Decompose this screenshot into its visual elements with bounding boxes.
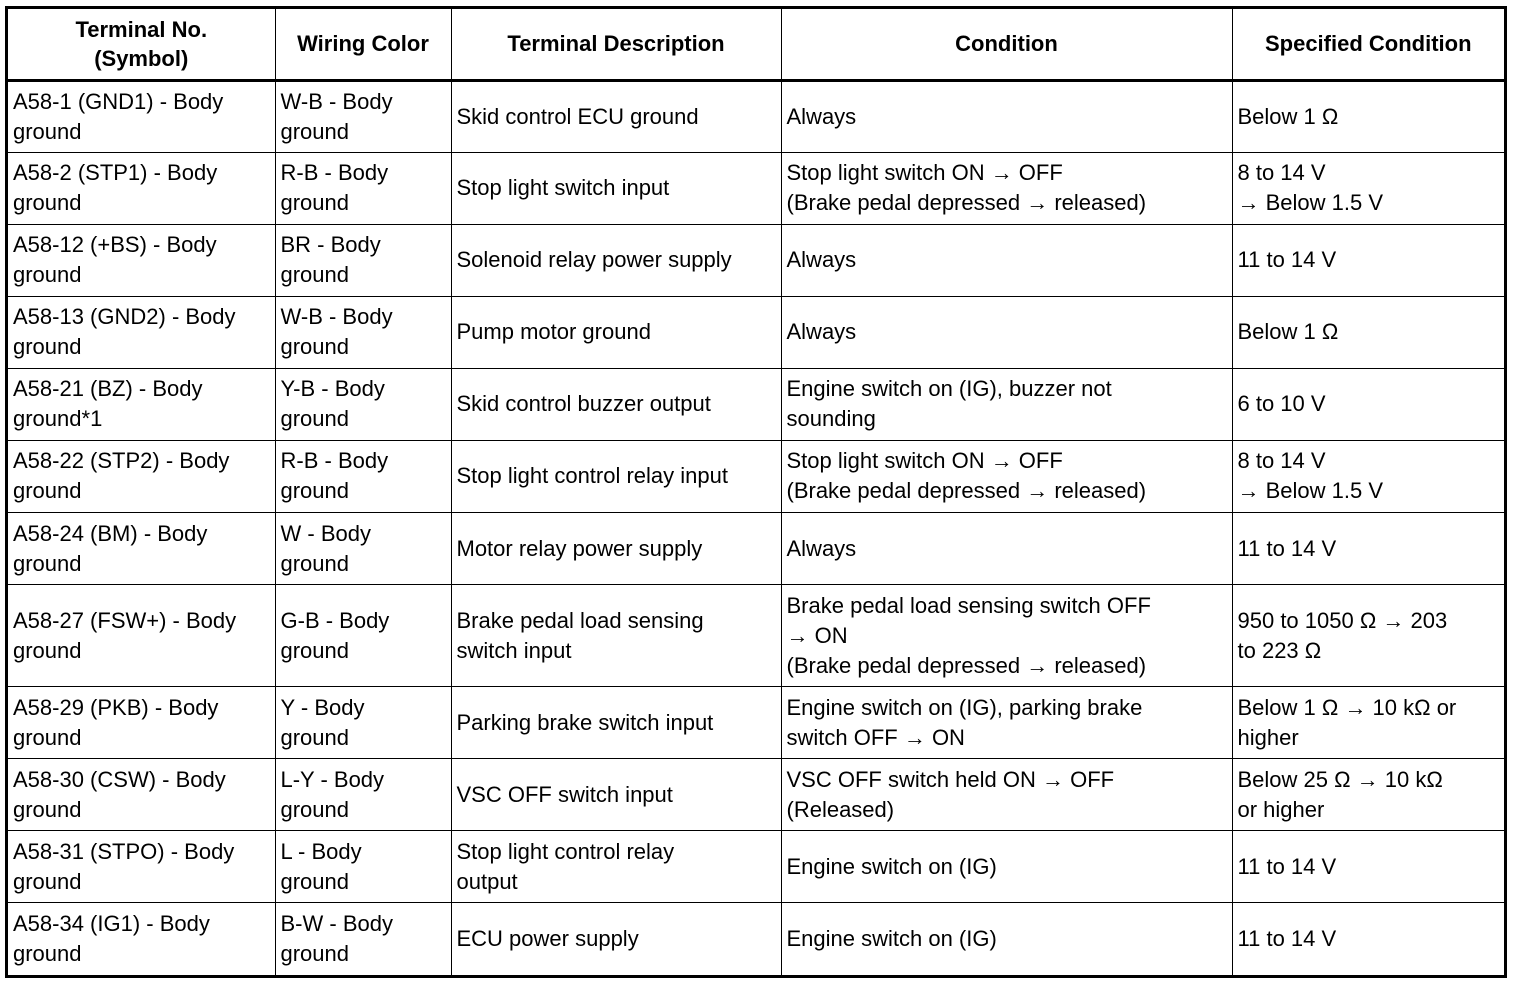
header-terminal-no: Terminal No. (Symbol) (8, 9, 275, 80)
table-row (8, 687, 1504, 759)
description-cell: Stop light switch input (451, 152, 781, 224)
wiring-color-cell: R-B - Body ground (275, 440, 451, 512)
description-cell: VSC OFF switch input (451, 759, 781, 831)
description-cell: ECU power supply (451, 903, 781, 975)
condition-cell: Stop light switch ON → OFF (Brake pedal depressed → released) (781, 440, 1232, 512)
condition-cell: VSC OFF switch held ON → OFF (Released) (781, 759, 1232, 831)
specified-condition-cell: 11 to 14 V (1232, 512, 1504, 584)
table-row (8, 903, 1504, 975)
specified-condition-cell: 8 to 14 V → Below 1.5 V (1232, 152, 1504, 224)
header-specified-condition: Specified Condition (1232, 9, 1504, 80)
terminal-cell: A58-34 (IG1) - Body ground (8, 903, 275, 975)
description-cell: Brake pedal load sensing switch input (451, 585, 781, 687)
table-row (8, 759, 1504, 831)
wiring-color-cell: BR - Body ground (275, 224, 451, 296)
terminal-table-frame (5, 6, 1507, 978)
description-cell: Pump motor ground (451, 296, 781, 368)
condition-cell: Brake pedal load sensing switch OFF → ON (Brake pedal depressed → released) (781, 585, 1232, 687)
terminal-cell: A58-31 (STPO) - Body ground (8, 831, 275, 903)
terminal-inspection-table (8, 9, 1504, 975)
description-cell: Skid control ECU ground (451, 80, 781, 152)
specified-condition-cell: Below 25 Ω → 10 kΩ or higher (1232, 759, 1504, 831)
condition-cell: Engine switch on (IG), parking brake switch OFF → ON (781, 687, 1232, 759)
terminal-cell: A58-13 (GND2) - Body ground (8, 296, 275, 368)
table-row (8, 831, 1504, 903)
header-row (8, 9, 1504, 80)
terminal-cell: A58-1 (GND1) - Body ground (8, 80, 275, 152)
header-wiring-color: Wiring Color (275, 9, 451, 80)
condition-cell: Always (781, 512, 1232, 584)
condition-cell: Engine switch on (IG), buzzer not sounding (781, 368, 1232, 440)
table-row (8, 512, 1504, 584)
condition-cell: Engine switch on (IG) (781, 831, 1232, 903)
specified-condition-cell: 11 to 14 V (1232, 903, 1504, 975)
wiring-color-cell: Y - Body ground (275, 687, 451, 759)
table-row (8, 224, 1504, 296)
specified-condition-cell: Below 1 Ω (1232, 296, 1504, 368)
header-condition: Condition (781, 9, 1232, 80)
wiring-color-cell: W - Body ground (275, 512, 451, 584)
header-terminal-description: Terminal Description (451, 9, 781, 80)
terminal-cell: A58-24 (BM) - Body ground (8, 512, 275, 584)
condition-cell: Stop light switch ON → OFF (Brake pedal depressed → released) (781, 152, 1232, 224)
wiring-color-cell: W-B - Body ground (275, 80, 451, 152)
terminal-cell: A58-30 (CSW) - Body ground (8, 759, 275, 831)
specified-condition-cell: 6 to 10 V (1232, 368, 1504, 440)
condition-cell: Always (781, 296, 1232, 368)
specified-condition-cell: 11 to 14 V (1232, 831, 1504, 903)
specified-condition-cell: 950 to 1050 Ω → 203 to 223 Ω (1232, 585, 1504, 687)
table-row (8, 80, 1504, 152)
terminal-cell: A58-21 (BZ) - Body ground*1 (8, 368, 275, 440)
table-row (8, 440, 1504, 512)
wiring-color-cell: R-B - Body ground (275, 152, 451, 224)
table-row (8, 368, 1504, 440)
wiring-color-cell: L - Body ground (275, 831, 451, 903)
table-row (8, 585, 1504, 687)
wiring-color-cell: Y-B - Body ground (275, 368, 451, 440)
table-row (8, 152, 1504, 224)
condition-cell: Always (781, 80, 1232, 152)
specified-condition-cell: Below 1 Ω → 10 kΩ or higher (1232, 687, 1504, 759)
description-cell: Stop light control relay output (451, 831, 781, 903)
terminal-cell: A58-2 (STP1) - Body ground (8, 152, 275, 224)
terminal-cell: A58-22 (STP2) - Body ground (8, 440, 275, 512)
terminal-cell: A58-12 (+BS) - Body ground (8, 224, 275, 296)
description-cell: Stop light control relay input (451, 440, 781, 512)
table-row (8, 296, 1504, 368)
condition-cell: Engine switch on (IG) (781, 903, 1232, 975)
terminal-cell: A58-27 (FSW+) - Body ground (8, 585, 275, 687)
wiring-color-cell: G-B - Body ground (275, 585, 451, 687)
wiring-color-cell: B-W - Body ground (275, 903, 451, 975)
terminal-cell: A58-29 (PKB) - Body ground (8, 687, 275, 759)
wiring-color-cell: W-B - Body ground (275, 296, 451, 368)
condition-cell: Always (781, 224, 1232, 296)
description-cell: Skid control buzzer output (451, 368, 781, 440)
wiring-color-cell: L-Y - Body ground (275, 759, 451, 831)
description-cell: Motor relay power supply (451, 512, 781, 584)
specified-condition-cell: Below 1 Ω (1232, 80, 1504, 152)
specified-condition-cell: 8 to 14 V → Below 1.5 V (1232, 440, 1504, 512)
specified-condition-cell: 11 to 14 V (1232, 224, 1504, 296)
description-cell: Solenoid relay power supply (451, 224, 781, 296)
description-cell: Parking brake switch input (451, 687, 781, 759)
